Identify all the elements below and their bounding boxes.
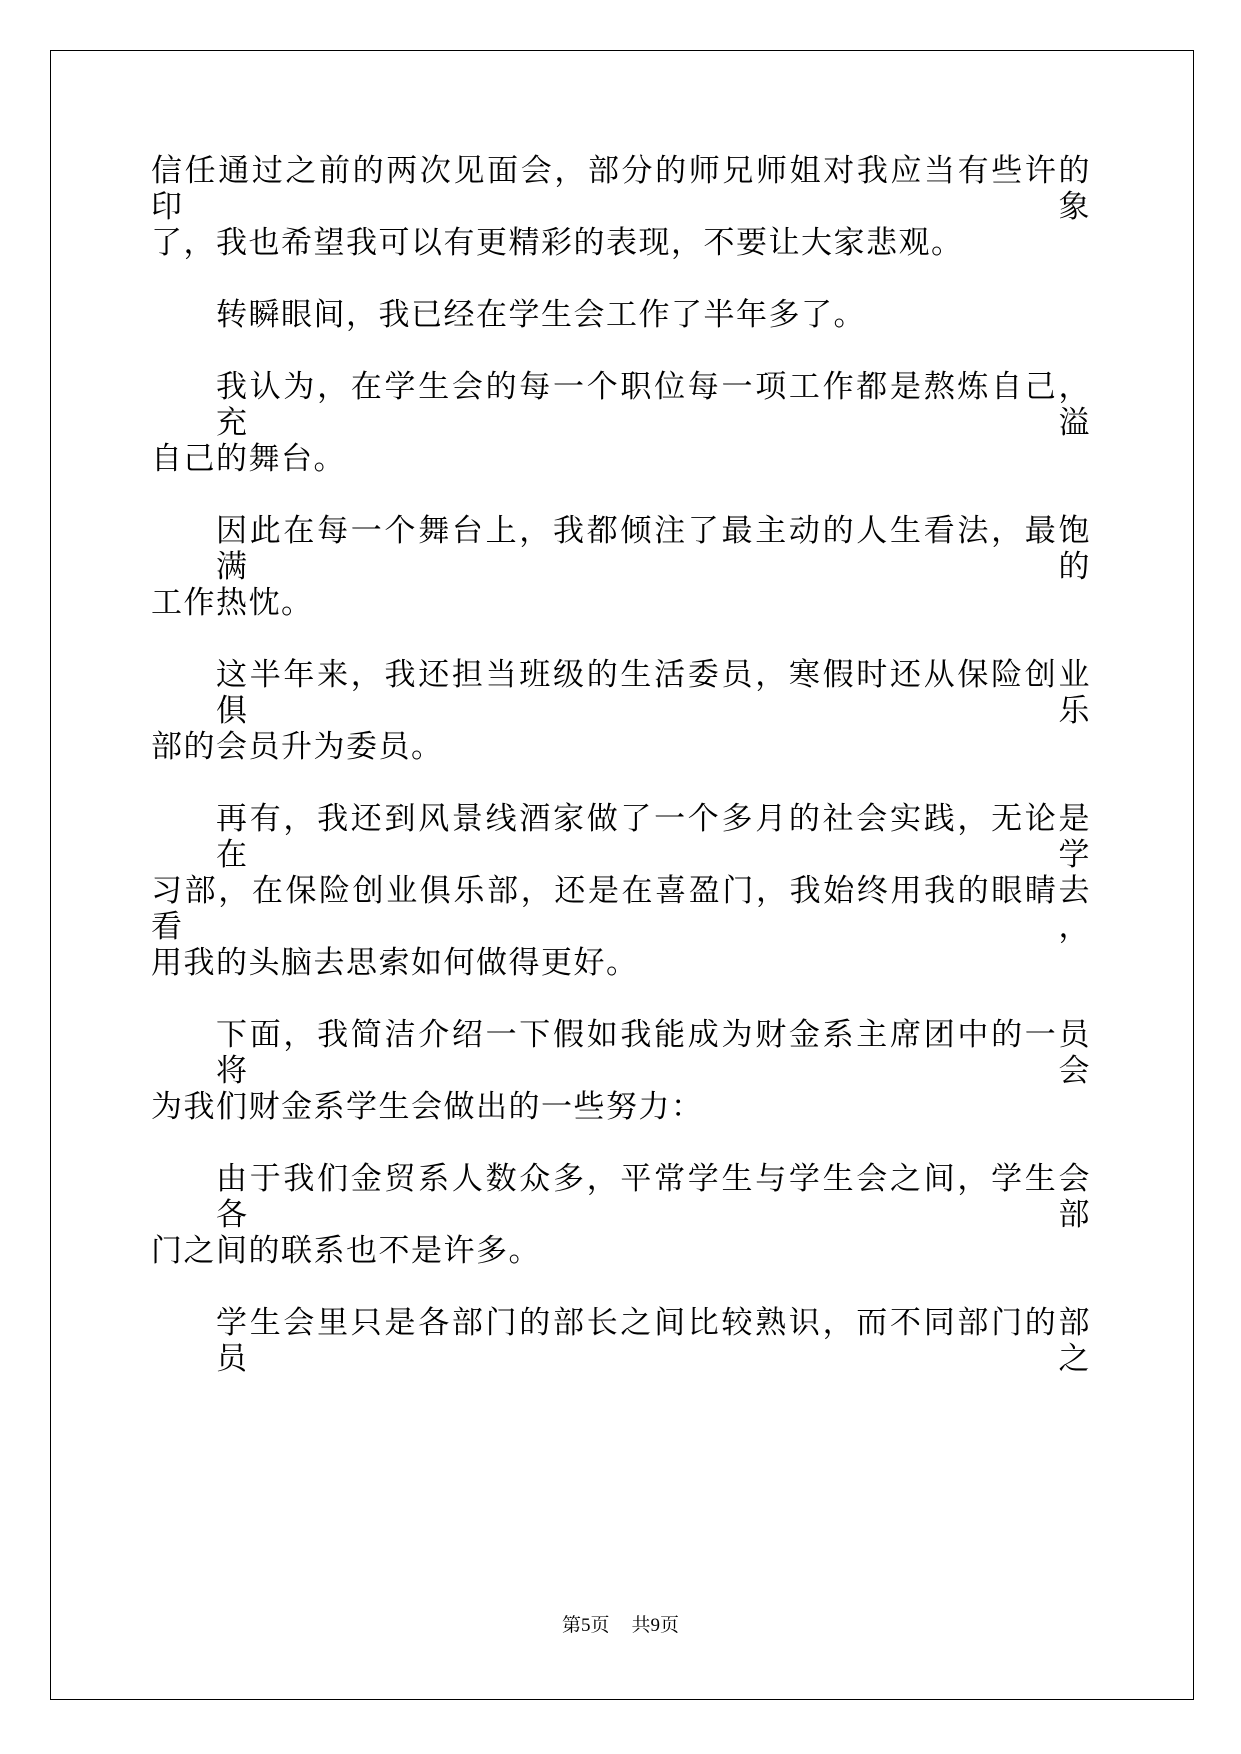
page-number: 第5页 [561, 1615, 610, 1636]
text-line: 这半年来，我还担当班级的生活委员，寒假时还从保险创业俱乐 [216, 657, 1091, 729]
text-line: 再有，我还到风景线酒家做了一个多月的社会实践，无论是在学 [216, 801, 1091, 873]
text-line: 由于我们金贸系人数众多，平常学生与学生会之间，学生会各部 [216, 1161, 1091, 1233]
text-line: 因此在每一个舞台上，我都倾注了最主动的人生看法，最饱满的 [216, 513, 1091, 585]
text-line: 门之间的联系也不是许多。 [151, 1233, 541, 1269]
page-footer [0, 1614, 1241, 1638]
text-line: 工作热忱。 [151, 585, 314, 621]
text-line: 下面，我简洁介绍一下假如我能成为财金系主席团中的一员将会 [216, 1017, 1091, 1089]
text-line: 学生会里只是各部门的部长之间比较熟识，而不同部门的部员之 [216, 1305, 1091, 1377]
text-line: 转瞬眼间，我已经在学生会工作了半年多了。 [216, 297, 866, 333]
text-line: 习部，在保险创业俱乐部，还是在喜盈门，我始终用我的眼睛去看， [151, 873, 1091, 945]
text-line: 信任通过之前的两次见面会，部分的师兄师姐对我应当有些许的印象 [151, 153, 1091, 225]
text-line: 为我们财金系学生会做出的一些努力： [151, 1089, 704, 1125]
text-line: 部的会员升为委员。 [151, 729, 444, 765]
page-total: 共9页 [631, 1615, 680, 1636]
text-line: 我认为，在学生会的每一个职位每一项工作都是熬炼自己，充溢 [216, 369, 1091, 441]
text-line: 用我的头脑去思索如何做得更好。 [151, 945, 639, 981]
text-line: 了，我也希望我可以有更精彩的表现，不要让大家悲观。 [151, 225, 964, 261]
text-line: 自己的舞台。 [151, 441, 346, 477]
